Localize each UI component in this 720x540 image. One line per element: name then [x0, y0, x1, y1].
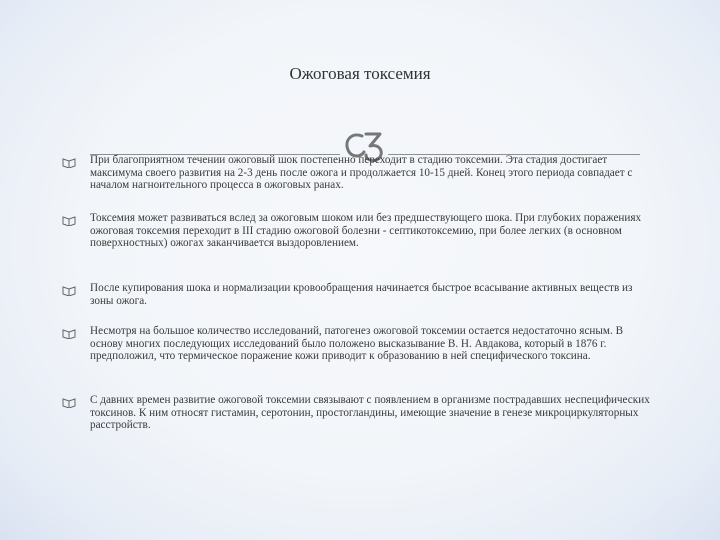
book-bullet-icon	[62, 283, 76, 295]
book-bullet-icon	[62, 326, 76, 338]
bullet-text: С давних времен развитие ожоговой токсемии связывают с появлением в организме пострадавших неспецифических токсинов. К ним относят гистамин, серотонин, простогландины, имеющие значение в генезе микроциркуляторных расстройств.	[90, 394, 650, 432]
book-bullet-icon	[62, 395, 76, 407]
bullet-text: При благоприятном течении ожоговый шок постепенно переходит в стадию токсемии. Эта стадия достигает максимума своего развития на 2-3 день после ожога и продолжается 10-15 дней. Конец этого периода совпадает с началом нагноительного процесса в ожоговых ранах.	[90, 154, 633, 192]
slide-title: Ожоговая токсемия	[289, 64, 431, 83]
bullet-text: Несмотря на большое количество исследований, патогенез ожоговой токсемии остается недостаточно ясным. В основу многих последующих исследований было положено высказывание В. Н. Авдакова, который в 1876 г. предположил, что термическое поражение кожи приводит к образованию в ней специфического токсина.	[90, 325, 624, 363]
book-bullet-icon	[62, 213, 76, 225]
bullet-text: Токсемия может развиваться вслед за ожоговым шоком или без предшествующего шока. При глубоких поражениях ожоговая токсемия переходит в III стадию ожоговой болезни - септикотоксемию, при более легких (в основном поверхностных) ожогах заканчивается выздоровлением.	[90, 212, 642, 250]
book-bullet-icon	[62, 155, 76, 167]
bullet-text: После купирования шока и нормализации кровообращения начинается быстрое всасывание активных веществ из зоны ожога.	[90, 282, 633, 307]
